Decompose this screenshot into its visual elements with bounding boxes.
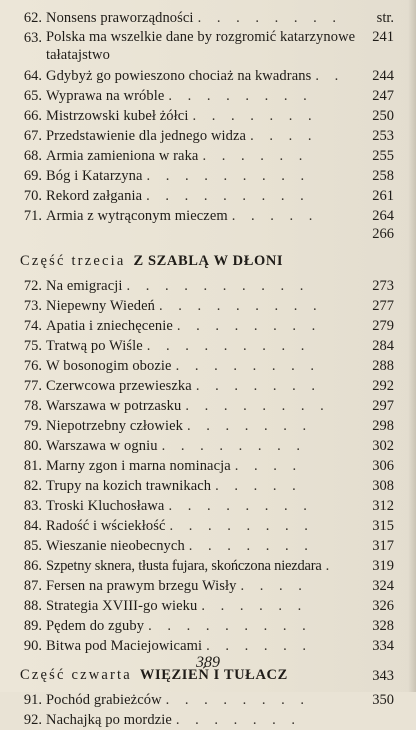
entry-number: 73. [23,298,42,314]
entry-number: 63. [23,30,42,46]
entry-number: 90. [23,638,42,654]
leader-dots: . . . . . . . . [168,498,313,514]
entry-title: Rekord załgania [46,188,143,204]
leader-dots: . . . . . . . [192,108,318,124]
entry-number: 69. [23,168,42,184]
entry-number: 74. [23,318,42,334]
entry-title: Wieszanie nieobecnych [46,538,185,554]
entry-number: 76. [23,358,42,374]
leader-dots: . . . . . . . . [197,10,342,26]
entry-number: 81. [23,458,42,474]
entry-page: 297 [372,398,394,414]
leader-dots: . . . . . . [202,148,309,164]
entry-page: 288 [372,358,394,374]
entry-page: 328 [372,618,394,634]
entry-title: Trupy na kozich trawnikach [46,478,212,494]
entry-page: 250 [372,108,394,124]
entry-title: Niepewny Wiedeń [46,298,155,314]
toc-entry [20,436,394,456]
toc-entry [20,596,394,616]
entry-number: 80. [23,438,42,454]
entry-number: 68. [23,148,42,164]
entry-title: Armia zamieniona w raka [46,148,199,164]
entry-title: Nachajką po mordzie [46,712,172,728]
entry-number: 83. [23,498,42,514]
entry-number: 82. [23,478,42,494]
entry-page: 273 [372,278,394,294]
leader-dots: . . . . . . [206,638,312,654]
toc-entry [20,356,394,376]
entry-page: 253 [372,128,394,144]
leader-dots: . . . . [250,128,318,144]
leader-dots: . . . . . . . [175,712,302,728]
entry-title: W bosonogim obozie [46,358,172,374]
entry-number: 67. [23,128,42,144]
entry-number: 62. [23,10,42,26]
entry-title: Tratwą po Wiśle [46,338,143,354]
toc-entry [20,86,394,106]
entry-page: 312 [372,498,394,514]
toc-entry [20,296,394,316]
entry-page: 319 [372,558,394,574]
leader-dots: . . . . . . . . [165,692,311,708]
leader-dots: . . . . . [215,478,302,494]
toc-entry [20,710,394,730]
entry-number: 78. [23,398,42,414]
entry-number: 92. [23,712,42,728]
entry-page: 298 [372,418,394,434]
entry-page: 247 [372,88,394,104]
leader-dots: . . . . . . . [186,418,313,434]
leader-dots: . . . . . . . . . [158,298,323,314]
entry-page: 326 [372,598,394,614]
entry-title: Pędem do zguby [46,618,145,634]
entry-page: 266 [372,226,394,242]
entry-number: 86. [23,558,42,574]
toc-entry [20,556,394,576]
entry-number: 66. [23,108,42,124]
leader-dots: . . . . . . . . . [148,618,312,634]
entry-title: Armia z wytrąconym mieczem [46,208,228,224]
entry-number: 75. [23,338,42,354]
entry-number: 72. [23,278,42,294]
entry-title: Strategia XVIII-go wieku [46,598,198,614]
leader-dots: . [325,558,336,574]
entry-title: Czerwcowa przewieszka [46,378,192,394]
entry-page: 277 [372,298,394,314]
entry-number: 77. [23,378,42,394]
entry-number: 91. [23,692,42,708]
entry-page: 306 [372,458,394,474]
leader-dots: . . . . . . . . . [146,338,311,354]
entry-number: 85. [23,538,42,554]
toc-entry [20,206,394,226]
entry-title: Bóg i Katarzyna [46,168,143,184]
entry-title: Bitwa pod Maciejowicami [46,638,203,654]
entry-number: 70. [23,188,42,204]
toc-page-continuation [20,226,394,242]
leader-dots: . . . . . . . [188,538,314,554]
entry-page: 264 [372,208,394,224]
entry-page: 258 [372,168,394,184]
leader-dots: . . . . . . . [195,378,321,394]
entry-title: Na emigracji [46,278,123,294]
entry-page: 241 [372,29,394,45]
leader-dots: . . . . . . . . [176,318,322,334]
entry-page: 302 [372,438,394,454]
toc-entry [20,336,394,356]
toc-entry [20,576,394,596]
entry-number: 64. [23,68,42,84]
entry-title: Fersen na prawym brzegu Wisły [46,578,237,594]
toc-entry [20,8,394,28]
toc-entry [20,146,394,166]
entry-page: 343 [372,668,394,684]
entry-title: Troski Kluchosława [46,498,165,514]
leader-dots: . . . . . . . . . [146,188,310,204]
entry-title: Marny zgon i marna nominacja [46,458,231,474]
leader-dots: . . . . . . . . [169,518,314,534]
page-edge-shadow [408,0,416,692]
toc-entry [20,396,394,416]
entry-title: Warszawa w potrzasku [46,398,182,414]
entry-title: Polska ma wszelkie dane by rozgromić katarzynowe tałatajstwo [46,29,356,63]
toc-entry [20,126,394,146]
leader-dots: . . [315,68,345,84]
leader-dots: . . . . . . . . [175,358,320,374]
entry-title: Radość i wściekłość [46,518,166,534]
entry-page: 334 [372,638,394,654]
toc-entry [20,636,394,656]
entry-page: 350 [372,692,394,708]
part-title: WIĘZIEŃ I TUŁACZ [139,667,288,683]
leader-dots: . . . . [234,458,303,474]
entry-title: Pochód grabieżców [46,692,162,708]
leader-dots: . . . . . . . . . [146,168,311,184]
toc-entry [20,516,394,536]
leader-dots: . . . . . [231,208,319,224]
toc-entry [20,496,394,516]
part-title: Z SZABLĄ W DŁONI [133,253,284,269]
entry-page: 292 [372,378,394,394]
leader-dots: . . . . [240,578,308,594]
toc-entry [20,106,394,126]
part-label: Część trzecia [20,253,126,269]
entry-title: Przedstawienie dla jednego widza [46,128,247,144]
entry-page: 284 [372,338,394,354]
entry-title: Nonsens praworządności [46,10,194,26]
entry-number: 84. [23,518,42,534]
entry-number: 65. [23,88,42,104]
entry-title: Gdybyż go powieszono chociaż na kwadrans [46,68,312,84]
column-header: str. [376,10,394,26]
toc-entry [20,66,394,86]
entry-number: 71. [23,208,42,224]
leader-dots: . . . . . . . . [161,438,306,454]
toc-entry [20,376,394,396]
toc-entry [20,476,394,496]
toc-entry [20,536,394,556]
entry-title: Szpetny sknera, tłusta fujara, skończona niezdara [46,558,322,574]
leader-dots: . . . . . . . . . . [126,278,310,294]
toc-entry [20,416,394,436]
toc-entry [20,28,394,66]
entry-page: 244 [372,68,394,84]
entry-title: Warszawa w ogniu [46,438,158,454]
entry-title: Apatia i zniechęcenie [46,318,173,334]
leader-dots: . . . . . . . . [168,88,313,104]
entry-page: 317 [372,538,394,554]
part-heading [20,246,394,276]
toc-entry [20,166,394,186]
entry-title: Niepotrzebny człowiek [46,418,183,434]
entry-page: 308 [372,478,394,494]
entry-page: 324 [372,578,394,594]
toc-entry [20,316,394,336]
part-label: Część czwarta [20,667,132,683]
entry-number: 89. [23,618,42,634]
leader-dots: . . . . . . . . [185,398,330,414]
entry-page: 315 [372,518,394,534]
table-of-contents [20,8,394,730]
entry-page: 261 [372,188,394,204]
entry-page: 255 [372,148,394,164]
toc-entry [20,276,394,296]
entry-number: 79. [23,418,42,434]
entry-title: Mistrzowski kubeł żółci [46,108,189,124]
entry-number: 88. [23,598,42,614]
entry-number: 87. [23,578,42,594]
leader-dots: . . . . . . [201,598,308,614]
toc-entry [20,690,394,710]
entry-title: Wyprawa na wróble [46,88,165,104]
toc-entry [20,186,394,206]
entry-page: 279 [372,318,394,334]
toc-entry [20,456,394,476]
toc-entry [20,616,394,636]
page-folio: 389 [196,654,220,671]
